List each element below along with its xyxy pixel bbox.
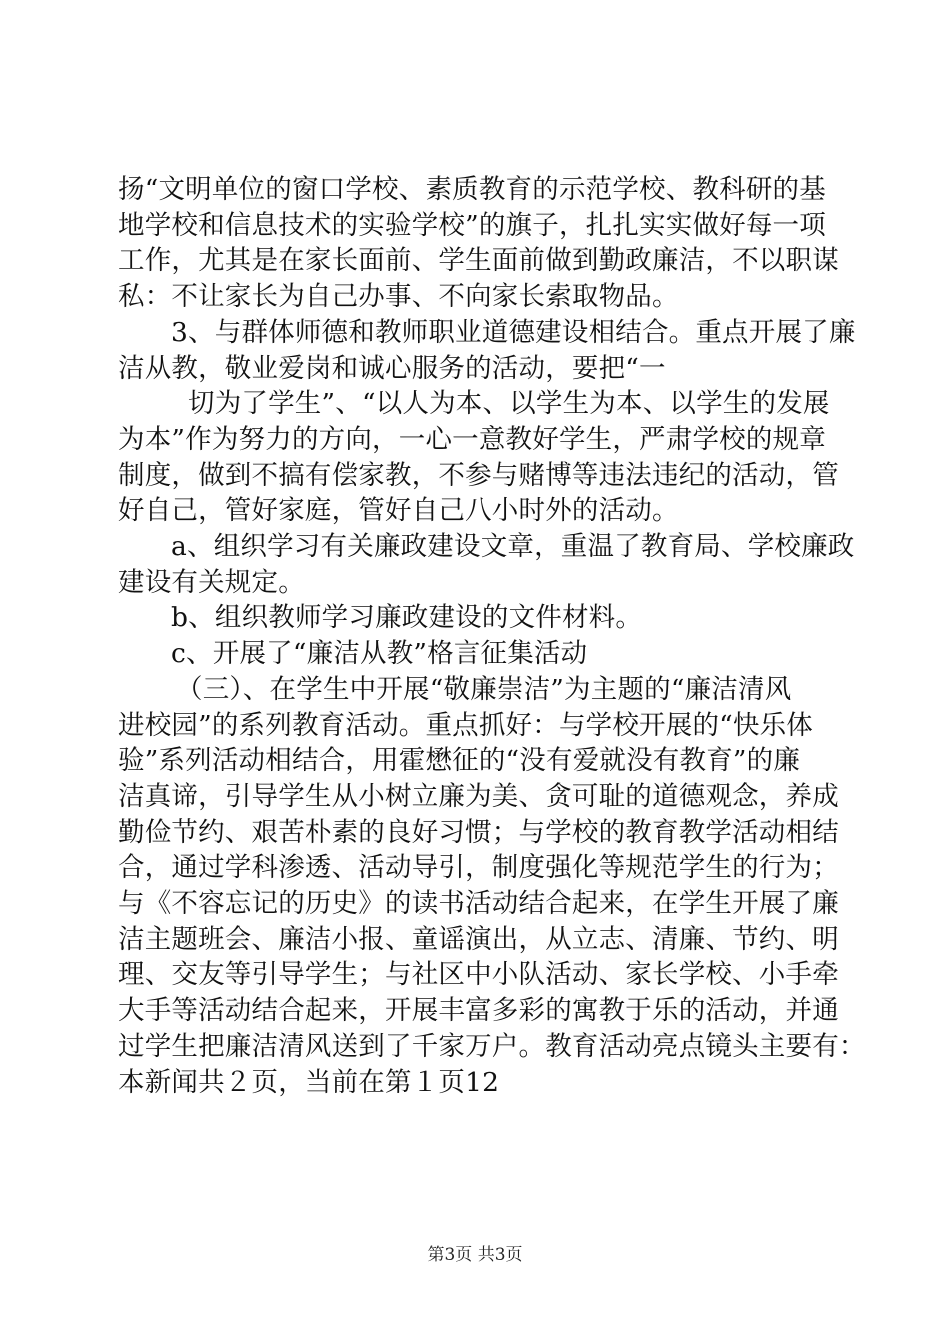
text-line: a、组织学习有关廉政建设文章，重温了教育局、学校廉政 — [171, 531, 855, 563]
text-line: 建设有关规定。 — [118, 566, 305, 598]
text-line: 制度，做到不搞有偿家教，不参与赌博等违法违纪的活动，管 — [118, 459, 839, 491]
text-line: 本新闻共２页，当前在第１页12 — [118, 1066, 500, 1098]
text-line: 与《不容忘记的历史》的读书活动结合起来，在学生开展了廉 — [118, 888, 839, 920]
text-line: 工作，尤其是在家长面前、学生面前做到勤政廉洁，不以职谋 — [118, 245, 839, 277]
text-line: 大手等活动结合起来，开展丰富多彩的寓教于乐的活动，并通 — [118, 995, 839, 1027]
text-line: 过学生把廉洁清风送到了千家万户。教育活动亮点镜头主要有： — [118, 1030, 866, 1062]
text-line: c、开展了“廉洁从教”格言征集活动 — [171, 638, 588, 670]
text-line: 地学校和信息技术的实验学校”的旗子，扎扎实实做好每一项 — [118, 209, 826, 241]
page-number-label: 第3页 共3页 — [427, 1245, 523, 1265]
text-line: 验”系列活动相结合，用霍懋征的“没有爱就没有教育”的廉 — [118, 745, 801, 777]
text-line: 私：不让家长为自己办事、不向家长索取物品。 — [118, 281, 679, 313]
text-line: 为本”作为努力的方向，一心一意教好学生，严肃学校的规章 — [118, 423, 826, 455]
text-line: 勤俭节约、艰苦朴素的良好习惯；与学校的教育教学活动相结 — [118, 816, 839, 848]
text-line: 好自己，管好家庭，管好自己八小时外的活动。 — [118, 495, 679, 527]
text-line: 合，通过学科渗透、活动导引，制度强化等规范学生的行为； — [118, 852, 839, 884]
text-line: 进校园”的系列教育活动。重点抓好：与学校开展的“快乐体 — [118, 709, 813, 741]
text-line: 3、与群体师德和教师职业道德建设相结合。重点开展了廉 — [171, 316, 856, 348]
text-line: b、组织教师学习廉政建设的文件材料。 — [171, 602, 643, 634]
page-footer — [0, 1240, 950, 1265]
document-body — [118, 172, 866, 1100]
text-line: 理、交友等引导学生；与社区中小队活动、家长学校、小手牵 — [118, 959, 839, 991]
text-line: 洁从教，敬业爱岗和诚心服务的活动，要把“一 — [118, 352, 666, 384]
text-line: 洁真谛，引导学生从小树立廉为美、贪可耻的道德观念，养成 — [118, 780, 839, 812]
text-line: 洁主题班会、廉洁小报、童谣演出，从立志、清廉、节约、明 — [118, 923, 839, 955]
text-line: （三）、在学生中开展“敬廉崇洁”为主题的“廉洁清风 — [176, 673, 792, 705]
text-line: 切为了学生”、“以人为本、以学生为本、以学生的发展 — [188, 388, 830, 420]
text-line: 扬“文明单位的窗口学校、素质教育的示范学校、教科研的基 — [118, 174, 826, 205]
